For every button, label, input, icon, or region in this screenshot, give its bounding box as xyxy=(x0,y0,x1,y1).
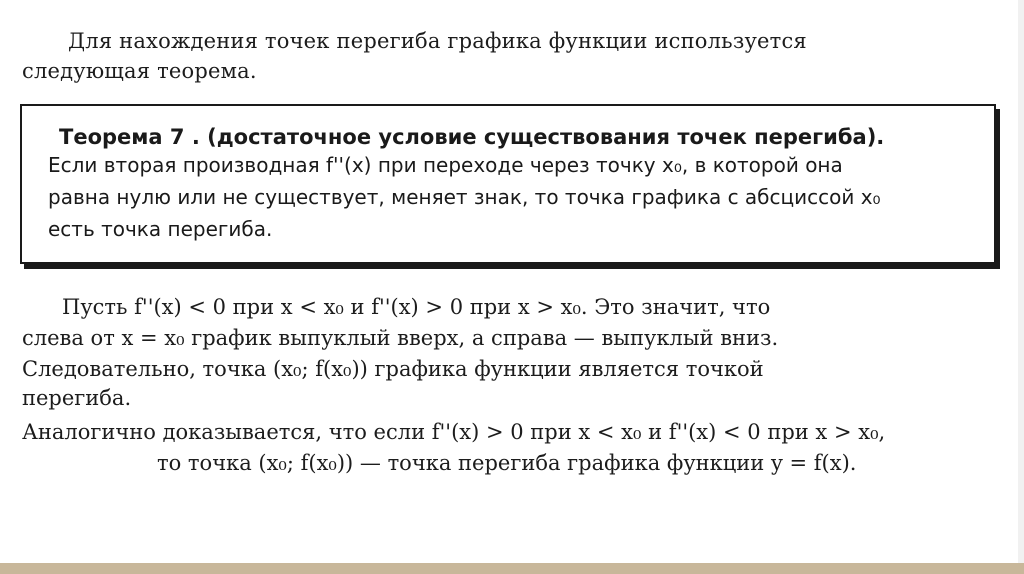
intro-line-2: следующая теорема. xyxy=(22,59,257,83)
body-line-2: слева от x = x₀ график выпуклый вверх, а справа — выпуклый вниз. xyxy=(22,326,779,350)
theorem-line-1: Если вторая производная f''(x) при переходе через точку x₀, в которой она xyxy=(48,153,843,177)
bottom-rule xyxy=(0,563,1024,574)
page-edge-shade xyxy=(1018,0,1024,563)
theorem-title: Теорема 7 . (достаточное условие существования точек перегиба). xyxy=(59,125,885,149)
body-line-6: то точка (x₀; f(x₀)) — точка перегиба графика функции y = f(x). xyxy=(157,451,857,475)
body-line-5: Аналогично доказывается, что если f''(x) > 0 при x < x₀ и f''(x) < 0 при x > x₀, xyxy=(22,420,886,444)
theorem-line-3: есть точка перегиба. xyxy=(48,217,273,241)
intro-line-1: Для нахождения точек перегиба графика функции используется xyxy=(68,29,807,53)
body-line-4: перегиба. xyxy=(22,386,132,410)
theorem-box xyxy=(20,104,996,264)
theorem-line-2: равна нулю или не существует, меняет знак, то точка графика с абсциссой x₀ xyxy=(48,185,881,209)
body-line-3: Следовательно, точка (x₀; f(x₀)) графика функции является точкой xyxy=(22,357,764,381)
body-line-1: Пусть f''(x) < 0 при x < x₀ и f''(x) > 0 при x > x₀. Это значит, что xyxy=(62,295,771,319)
